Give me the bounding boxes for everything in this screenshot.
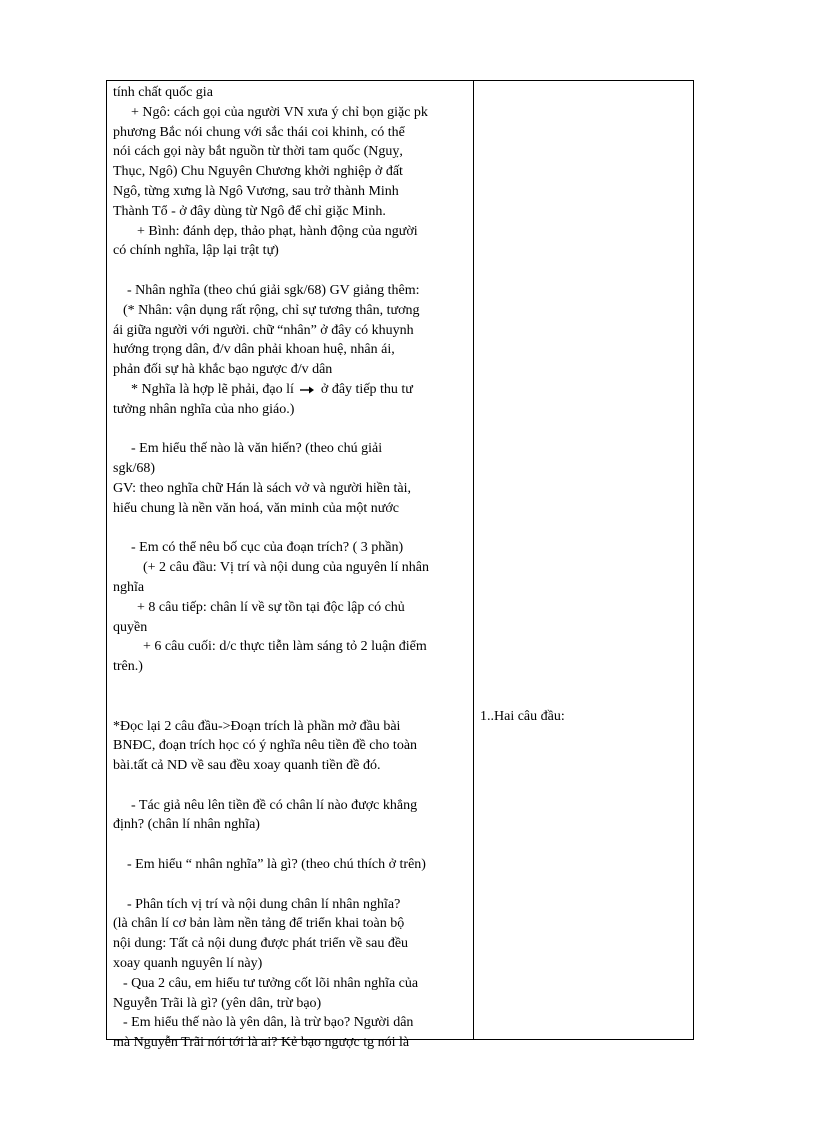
text-line: sgk/68): [113, 461, 155, 477]
text-line: có chính nghĩa, lập lại trật tự): [113, 243, 279, 259]
text-line: - Tác giả nêu lên tiền đề có chân lí nào được khẳng: [131, 797, 418, 813]
arrow-right-icon: [299, 385, 315, 395]
text-line: quyền: [113, 619, 148, 635]
text-line: [113, 380, 469, 400]
text-line: hiểu chung là nền văn hoá, văn minh của một nước: [113, 500, 399, 516]
text-line: (+ 2 câu đầu: Vị trí và nội dung của nguyên lí nhân: [143, 560, 430, 576]
text-line: xoay quanh nguyên lí này): [113, 956, 263, 972]
text-segment: ở đây tiếp thu tư: [320, 381, 413, 397]
text-line: hướng trọng dân, đ/v dân phải khoan huệ, nhân ái,: [113, 342, 395, 358]
text-line: bài.tất cả ND về sau đều xoay quanh tiền đề đó.: [113, 758, 381, 774]
text-line: BNĐC, đoạn trích học có ý nghĩa nêu tiền đề cho toàn: [113, 738, 418, 754]
text-line: - Phân tích vị trí và nội dung chân lí nhân nghĩa?: [127, 896, 401, 912]
text-line: + Bình: đánh dẹp, thảo phạt, hành động của người: [137, 223, 418, 239]
text-line: phương Bắc nói chung với sắc thái coi khinh, có thể: [113, 124, 405, 140]
blank-line: [113, 261, 469, 281]
text-line: - Em hiểu “ nhân nghĩa” là gì? (theo chú thích ở trên): [127, 857, 426, 873]
text-line: - Em có thể nêu bố cục của đoạn trích? ( 3 phần): [131, 540, 404, 556]
text-line: phản đối sự hà khắc bạo ngược đ/v dân: [113, 362, 333, 378]
text-line: Thành Tổ - ở đây dùng từ Ngô để chỉ giặc Minh.: [113, 203, 386, 219]
text-line: trên.): [113, 659, 143, 675]
text-line: mà Nguyễn Trãi nói tới là ai? Kẻ bạo ngược tg nói là: [113, 1035, 410, 1051]
blank-line: [113, 776, 469, 796]
text-line: - Qua 2 câu, em hiểu tư tưởng cốt lõi nhân nghĩa của: [123, 975, 419, 991]
text-line: nói cách gọi này bắt nguồn từ thời tam quốc (Nguỵ,: [113, 144, 403, 160]
text-line: - Em hiểu thế nào là yên dân, là trừ bạo? Người dân: [123, 1015, 414, 1031]
text-line: tưởng nhân nghĩa của nho giáo.): [113, 401, 295, 417]
lesson-table: [106, 80, 694, 1051]
text-line: (là chân lí cơ bản làm nền tảng để triển khai toàn bộ: [113, 916, 405, 932]
text-line: tính chất quốc gia: [113, 85, 213, 100]
blank-line: [113, 875, 469, 895]
text-segment: * Nghĩa là hợp lẽ phải, đạo lí: [131, 381, 294, 397]
text-line: Ngô, từng xưng là Ngô Vương, sau trở thành Minh: [113, 183, 399, 199]
text-line: GV: theo nghĩa chữ Hán là sách vở và người hiền tài,: [113, 480, 411, 496]
column-divider: [473, 81, 474, 1039]
right-column: [480, 707, 680, 727]
text-line: định? (chân lí nhân nghĩa): [113, 817, 260, 833]
text-line: + 8 câu tiếp: chân lí về sự tồn tại độc lập có chủ: [137, 599, 405, 615]
blank-line: [113, 519, 469, 539]
text-line: nghĩa: [113, 579, 145, 595]
text-line: nội dung: Tất cả nội dung được phát triển về sau đều: [113, 936, 409, 952]
blank-line: [113, 677, 469, 697]
text-line: (* Nhân: vận dụng rất rộng, chỉ sự tương thân, tương: [123, 302, 420, 318]
text-line: *Đọc lại 2 câu đầu->Đoạn trích là phần mở đầu bài: [113, 718, 401, 734]
left-column: [113, 83, 469, 1053]
text-line: ái giữa người với người. chữ “nhân” ở đây có khuynh: [113, 322, 414, 338]
blank-line: [113, 835, 469, 855]
text-line: Thục, Ngô) Chu Nguyên Chương khởi nghiệp ở đất: [113, 164, 403, 180]
blank-line: [113, 420, 469, 440]
text-line: - Nhân nghĩa (theo chú giải sgk/68) GV giảng thêm:: [127, 282, 420, 298]
text-line: + Ngô: cách gọi của người VN xưa ý chỉ bọn giặc pk: [131, 104, 428, 120]
text-line: - Em hiểu thế nào là văn hiến? (theo chú giải: [131, 441, 383, 457]
section-heading: 1..Hai câu đầu:: [480, 709, 565, 724]
text-line: + 6 câu cuối: d/c thực tiễn làm sáng tỏ 2 luận điểm: [143, 639, 427, 655]
text-line: Nguyễn Trãi là gì? (yên dân, trừ bạo): [113, 995, 322, 1011]
blank-line: [113, 697, 469, 717]
